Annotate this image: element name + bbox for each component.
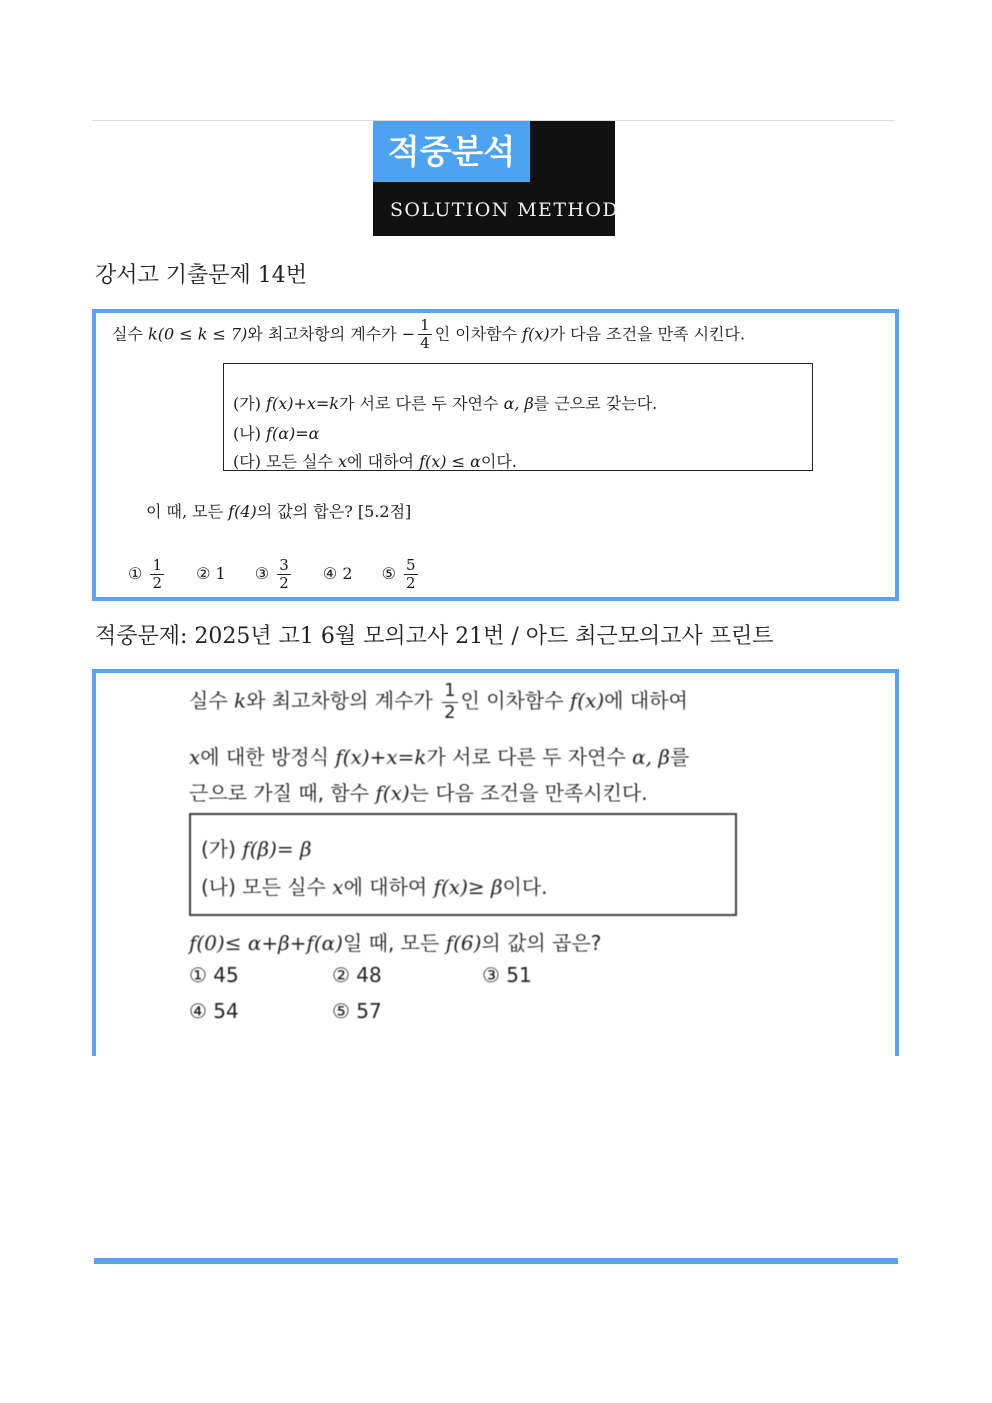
badge-subtitle: SOLUTION METHOD bbox=[390, 199, 619, 221]
solution-method-badge bbox=[373, 121, 619, 236]
problem2-choice-1: ① 45 bbox=[189, 963, 239, 987]
problem1-conditions bbox=[223, 363, 813, 471]
problem1-choices bbox=[128, 557, 421, 593]
problem1-box bbox=[92, 309, 899, 601]
section1-heading: 강서고 기출문제 14번 bbox=[95, 263, 307, 288]
condition-da: (다) 모든 실수 x에 대하여 f(x) ≤ α이다. bbox=[233, 452, 517, 471]
coef-fraction-2: $\frac{1}{2}$ bbox=[444, 680, 456, 723]
problem2-question: f(0)≤ α+β+f(α)일 때, 모든 f(6)의 값의 곱은? bbox=[189, 931, 602, 955]
choice-1: ① $\frac{1}{2}$ bbox=[128, 556, 162, 593]
choice-2: ② 1 bbox=[196, 564, 226, 584]
bottom-divider bbox=[94, 1258, 898, 1264]
coef-fraction: $\frac{1}{4}$ bbox=[420, 316, 430, 353]
problem2-choice-4: ④ 54 bbox=[189, 999, 239, 1023]
problem2-conditions bbox=[189, 813, 737, 916]
problem2-box bbox=[92, 669, 899, 1056]
choice-4: ④ 2 bbox=[322, 564, 353, 584]
problem2-line2: x에 대한 방정식 f(x)+x=k가 서로 다른 두 자연수 α, β를 bbox=[189, 745, 690, 769]
section2-heading: 적중문제: 2025년 고1 6월 모의고사 21번 / 아드 최근모의고사 프린트 bbox=[95, 624, 774, 649]
condition2-na: (나) 모든 실수 x에 대하여 f(x)≥ β이다. bbox=[201, 875, 548, 899]
problem2-choice-3: ③ 51 bbox=[482, 963, 532, 987]
problem2-line1: 실수 k와 최고차항의 계수가 $\frac{1}{2}$ 인 이차함수 f(x)에 대하여 bbox=[189, 680, 688, 723]
choice-3: ③ $\frac{3}{2}$ bbox=[254, 556, 289, 593]
condition2-ga: (가) f(β)= β bbox=[201, 837, 312, 861]
condition-ga: (가) f(x)+x=k가 서로 다른 두 자연수 α, β를 근으로 갖는다. bbox=[233, 394, 658, 413]
problem2-choice-5: ⑤ 57 bbox=[332, 999, 382, 1023]
problem2-choice-2: ② 48 bbox=[332, 963, 382, 987]
problem1-question: 이 때, 모든 f(4)의 값의 합은? [5.2점] bbox=[146, 502, 412, 521]
choice-5: ⑤ $\frac{5}{2}$ bbox=[381, 556, 416, 593]
condition-na: (나) f(α)=α bbox=[233, 424, 320, 443]
problem2-line3: 근으로 가질 때, 함수 f(x)는 다음 조건을 만족시킨다. bbox=[189, 781, 648, 805]
k-range: k(0 ≤ k ≤ 7) bbox=[148, 324, 248, 344]
badge-title: 적중분석 bbox=[373, 121, 530, 182]
problem1-intro: 실수 k(0 ≤ k ≤ 7)와 최고차항의 계수가 − $\frac{1}{4}$ 인 이차함수 f(x)가 다음 조건을 만족 시킨다. bbox=[112, 316, 746, 353]
